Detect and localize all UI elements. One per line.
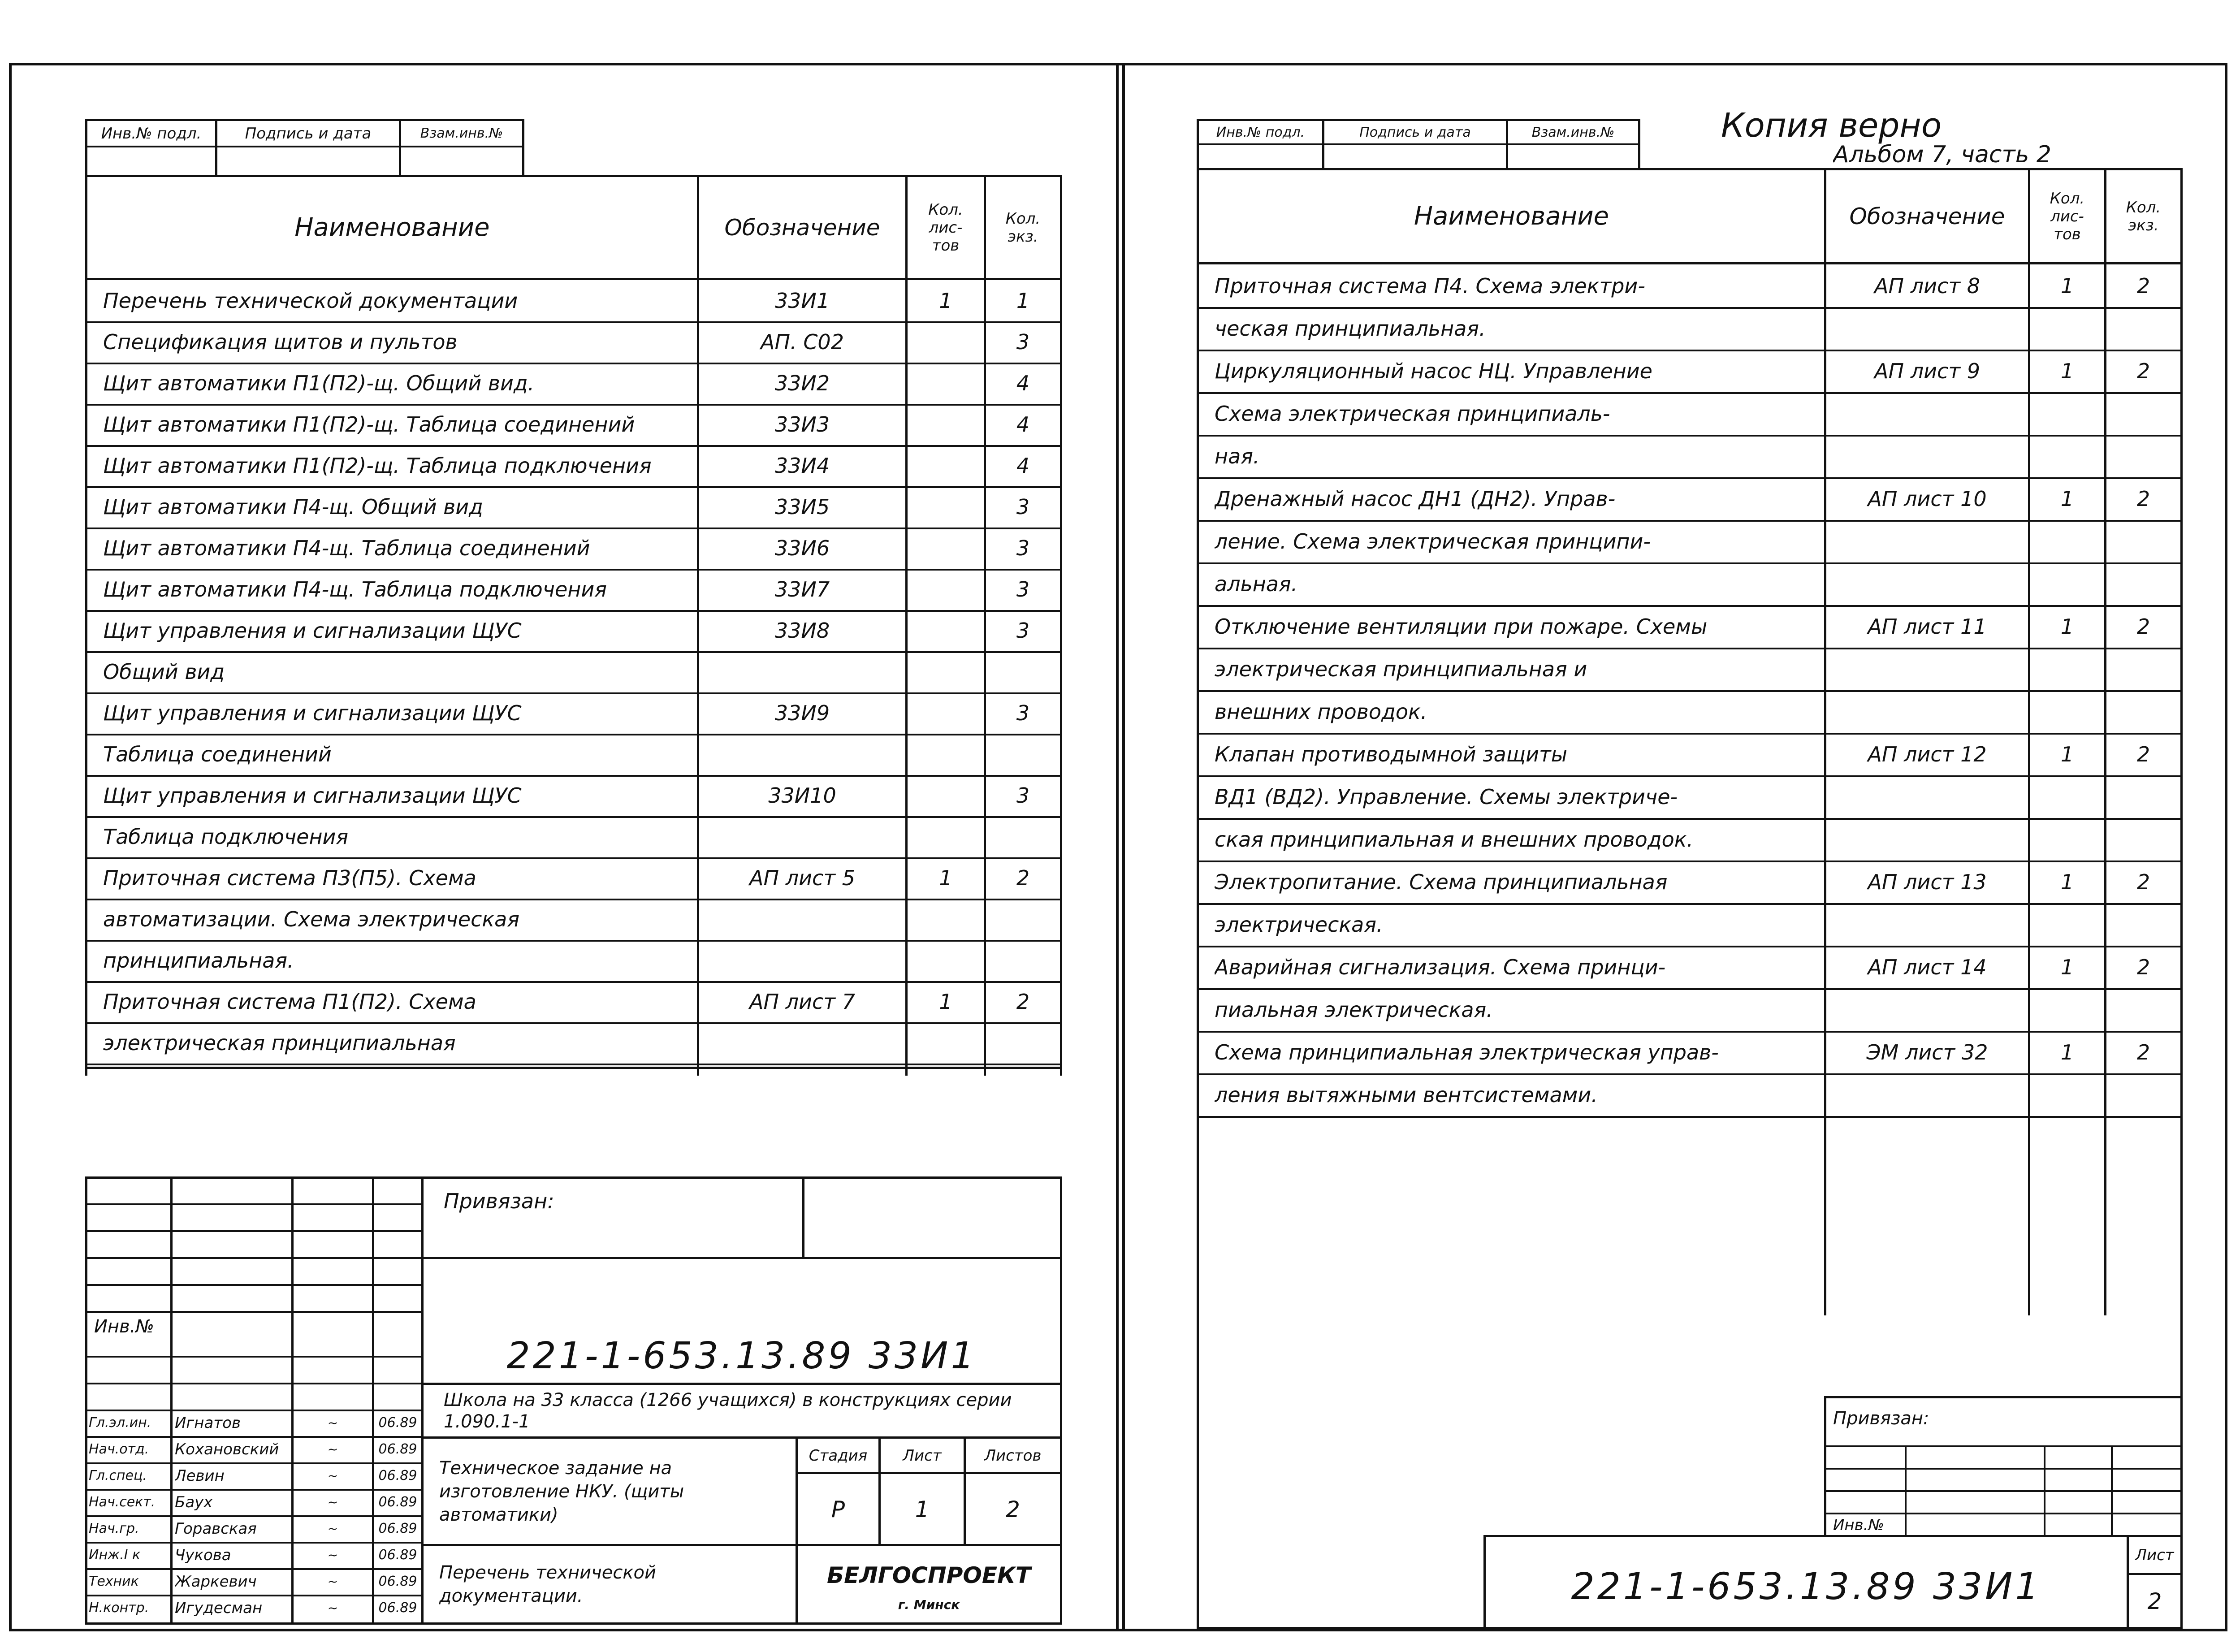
row-sheets	[2030, 520, 2104, 562]
row-code	[1826, 903, 2028, 946]
row-copies: 3	[1016, 577, 1030, 601]
row-name: электрическая принципиальная и	[1215, 657, 1587, 681]
row-name: ления вытяжными вентсистемами.	[1215, 1082, 1598, 1107]
row-copies	[2106, 648, 2180, 690]
project-title: Школа на 33 класса (1266 учащихся) в конструкциях серии 1.090.1-1	[444, 1389, 1012, 1432]
signer-signature: ~	[327, 1600, 338, 1615]
row-sheets	[908, 610, 984, 651]
row-sheets	[2030, 435, 2104, 477]
row-copies: 2	[1016, 866, 1030, 890]
row-code: 33И7	[774, 577, 830, 601]
row-copies	[986, 940, 1060, 981]
signer-role: Инж.I к	[89, 1547, 141, 1563]
row-code: 33И1	[774, 289, 830, 313]
row-code: АП лист 5	[749, 866, 855, 890]
row-code	[699, 816, 905, 857]
sheet-label: Лист	[2135, 1546, 2174, 1564]
left-stamp	[85, 119, 524, 175]
row-code	[699, 734, 905, 775]
row-code	[699, 651, 905, 692]
row-copies	[2106, 690, 2180, 733]
row-copies: 3	[1016, 536, 1030, 560]
row-copies: 2	[2136, 955, 2150, 979]
col-header-code: Обозначение	[724, 214, 880, 241]
signer-date: 06.89	[378, 1494, 417, 1510]
row-sheets: 1	[939, 289, 952, 313]
row-name: ВД1 (ВД2). Управление. Схемы электриче-	[1215, 784, 1678, 809]
row-copies: 4	[1016, 412, 1030, 437]
sheet-header: Лист	[903, 1446, 942, 1465]
signer-signature: ~	[327, 1468, 338, 1483]
row-copies: 2	[2136, 742, 2150, 766]
signer-role: Нач.сект.	[89, 1494, 156, 1510]
row-copies	[986, 816, 1060, 857]
row-sheets	[908, 404, 984, 445]
row-sheets	[2030, 1073, 2104, 1116]
row-copies: 2	[2136, 869, 2150, 894]
row-copies: 3	[1016, 618, 1030, 643]
row-name: Отключение вентиляции при пожаре. Схемы	[1215, 614, 1708, 639]
row-code: 33И5	[774, 495, 830, 519]
doc-title: Техническое задание на изготовление НКУ. (щиты автоматики)	[439, 1457, 684, 1525]
row-sheets	[908, 1022, 984, 1064]
row-name: Щит автоматики П1(П2)-щ. Таблица соединений	[103, 412, 635, 437]
signer-signature: ~	[327, 1495, 338, 1509]
signer-role: Техник	[89, 1574, 139, 1589]
org-name: БЕЛГОСПРОЕКТ	[827, 1562, 1031, 1588]
row-name: автоматизации. Схема электрическая	[103, 907, 520, 931]
row-name: электрическая.	[1215, 912, 1383, 937]
row-code: 33И4	[774, 454, 830, 478]
row-code	[699, 940, 905, 981]
row-copies	[2106, 307, 2180, 350]
sheet-value: 1	[915, 1496, 930, 1522]
row-sheets: 1	[2060, 742, 2074, 766]
doc-code: 221-1-653.13.89 33И1	[1571, 1565, 2041, 1608]
row-code	[699, 1022, 905, 1064]
row-name: принципиальная.	[103, 948, 294, 973]
row-code: ЭМ лист 32	[1866, 1040, 1988, 1064]
row-name: Электропитание. Схема принципиальная	[1215, 869, 1668, 894]
signer-date: 06.89	[378, 1547, 417, 1563]
row-name: Общий вид	[103, 660, 225, 684]
row-sheets	[2030, 775, 2104, 818]
row-name: Приточная система П4. Схема электри-	[1215, 273, 1645, 298]
row-copies	[2106, 903, 2180, 946]
row-code	[1826, 818, 2028, 861]
row-name: Щит управления и сигнализации ЩУС	[103, 783, 522, 808]
row-sheets	[2030, 903, 2104, 946]
row-sheets	[908, 899, 984, 940]
row-code	[699, 899, 905, 940]
org-city: г. Минск	[898, 1597, 960, 1612]
row-sheets: 1	[2060, 869, 2074, 894]
signer-name: Игудесман	[175, 1599, 263, 1617]
row-copies	[2106, 1073, 2180, 1116]
signer-date: 06.89	[378, 1600, 417, 1616]
col-header-copies: Кол. экз.	[1005, 209, 1041, 246]
row-code: 33И2	[774, 371, 830, 395]
doc-code: 221-1-653.13.89 33И1	[506, 1334, 977, 1377]
row-sheets	[908, 692, 984, 734]
stamp-inv-label: Инв.№ подл.	[101, 124, 202, 143]
row-code: АП лист 9	[1874, 359, 1980, 383]
row-code: 33И10	[768, 783, 836, 808]
row-copies	[986, 734, 1060, 775]
row-copies	[2106, 988, 2180, 1031]
col-header-sheets: Кол. лис- тов	[2050, 189, 2085, 243]
stamp-replace-label: Взам.инв.№	[1531, 124, 1615, 140]
row-name: Клапан противодымной защиты	[1215, 742, 1568, 766]
row-name: Щит автоматики П4-щ. Таблица подключения	[103, 577, 607, 601]
row-name: Приточная система П1(П2). Схема	[103, 990, 476, 1014]
row-name: Щит управления и сигнализации ЩУС	[103, 701, 522, 725]
row-sheets	[908, 651, 984, 692]
signer-role: Нач.отд.	[89, 1441, 149, 1457]
row-copies	[2106, 435, 2180, 477]
row-code: АП лист 10	[1868, 486, 1987, 511]
inv-no-label: Инв.№	[94, 1316, 154, 1337]
row-code	[1826, 690, 2028, 733]
signer-signature: ~	[327, 1442, 338, 1457]
row-sheets	[2030, 307, 2104, 350]
left-title-block	[85, 1176, 1062, 1625]
row-sheets	[2030, 562, 2104, 605]
row-copies: 4	[1016, 371, 1030, 395]
signer-name: Жаркевич	[175, 1572, 257, 1591]
row-code	[1826, 307, 2028, 350]
row-copies	[986, 1022, 1060, 1064]
row-code: АП. С02	[761, 330, 844, 354]
signer-date: 06.89	[378, 1521, 417, 1536]
stamp-sign-label: Подпись и дата	[1359, 124, 1471, 140]
signer-signature: ~	[327, 1521, 338, 1536]
row-copies	[2106, 520, 2180, 562]
row-sheets: 1	[2060, 486, 2074, 511]
col-header-code: Обозначение	[1849, 203, 2005, 229]
row-name: Таблица подключения	[103, 825, 349, 849]
row-code	[1826, 520, 2028, 562]
row-sheets	[908, 734, 984, 775]
stage-header: Стадия	[809, 1446, 868, 1465]
row-sheets	[2030, 988, 2104, 1031]
row-code: 33И6	[774, 536, 830, 560]
row-copies	[2106, 392, 2180, 435]
row-code: АП лист 11	[1868, 614, 1987, 639]
row-sheets	[908, 775, 984, 816]
signer-signature: ~	[327, 1415, 338, 1430]
row-code	[1826, 648, 2028, 690]
signer-role: Нач.гр.	[89, 1521, 139, 1536]
row-sheets: 1	[2060, 614, 2074, 639]
row-sheets	[2030, 818, 2104, 861]
row-name: альная.	[1215, 571, 1298, 596]
privyazan-label: Привязан:	[444, 1189, 554, 1213]
row-sheets	[908, 486, 984, 528]
stamp-sign-label: Подпись и дата	[245, 124, 372, 143]
row-sheets	[908, 321, 984, 363]
row-code: АП лист 13	[1868, 869, 1987, 894]
row-sheets: 1	[2060, 359, 2074, 383]
row-name: Дренажный насос ДН1 (ДН2). Управ-	[1215, 486, 1616, 511]
signer-signature: ~	[327, 1548, 338, 1562]
row-copies: 3	[1016, 701, 1030, 725]
signer-name: Горавская	[175, 1519, 257, 1538]
sheets-total-value: 2	[1006, 1496, 1020, 1522]
row-copies: 2	[1016, 990, 1030, 1014]
row-copies: 2	[2136, 273, 2150, 298]
row-copies: 3	[1016, 495, 1030, 519]
sheet-title: Перечень технической документации.	[439, 1562, 656, 1606]
row-copies: 2	[2136, 614, 2150, 639]
row-copies	[2106, 562, 2180, 605]
row-code	[1826, 1073, 2028, 1116]
col-header-sheets: Кол. лис- тов	[928, 200, 963, 255]
row-name: Перечень технической документации	[103, 289, 518, 313]
row-name: Щит автоматики П4-щ. Таблица соединений	[103, 536, 590, 560]
row-name: Схема принципиальная электрическая управ-	[1215, 1040, 1719, 1064]
row-code	[1826, 435, 2028, 477]
right-stamp	[1197, 119, 1640, 168]
row-sheets	[908, 569, 984, 610]
row-name: Таблица соединений	[103, 742, 332, 766]
row-sheets: 1	[2060, 1040, 2074, 1064]
signer-role: Гл.эл.ин.	[89, 1415, 151, 1431]
row-name: ная.	[1215, 444, 1260, 468]
row-code: 33И9	[774, 701, 830, 725]
row-name: внешних проводок.	[1215, 699, 1427, 724]
row-copies	[986, 651, 1060, 692]
row-copies	[986, 899, 1060, 940]
row-sheets	[2030, 690, 2104, 733]
right-title-block	[1197, 1315, 2183, 1629]
col-header-name: Наименование	[294, 213, 490, 242]
row-copies: 2	[2136, 1040, 2150, 1064]
row-copies: 2	[2136, 486, 2150, 511]
col-header-name: Наименование	[1414, 202, 1609, 231]
inv-no-label: Инв.№	[1833, 1516, 1884, 1534]
row-name: Схема электрическая принципиаль-	[1215, 401, 1610, 426]
row-name: Щит управления и сигнализации ЩУС	[103, 618, 522, 643]
signer-signature: ~	[327, 1574, 338, 1589]
row-name: ческая принципиальная.	[1215, 316, 1486, 341]
row-code	[1826, 392, 2028, 435]
col-header-copies: Кол. экз.	[2126, 198, 2161, 234]
row-name: ская принципиальная и внешних проводок.	[1215, 827, 1694, 852]
row-sheets: 1	[2060, 273, 2074, 298]
stamp-inv-label: Инв.№ подл.	[1216, 124, 1305, 140]
row-copies: 1	[1016, 289, 1030, 313]
signer-date: 06.89	[378, 1574, 417, 1589]
row-name: Циркуляционный насос НЦ. Управление	[1215, 359, 1652, 383]
row-name: Приточная система П3(П5). Схема	[103, 866, 476, 890]
copy-note: Копия верно	[1721, 106, 1942, 145]
row-code: 33И3	[774, 412, 830, 437]
row-sheets	[908, 445, 984, 486]
signer-name: Баух	[175, 1493, 213, 1511]
row-code: АП лист 8	[1874, 273, 1980, 298]
row-sheets: 1	[2060, 955, 2074, 979]
signer-date: 06.89	[378, 1415, 417, 1431]
row-sheets: 1	[939, 866, 952, 890]
row-code: АП лист 12	[1868, 742, 1987, 766]
row-code	[1826, 775, 2028, 818]
row-code: АП лист 7	[749, 990, 855, 1014]
row-sheets	[908, 940, 984, 981]
stage-value: Р	[831, 1496, 845, 1522]
row-copies	[2106, 818, 2180, 861]
row-code	[1826, 562, 2028, 605]
row-name: Щит автоматики П1(П2)-щ. Таблица подключения	[103, 454, 652, 478]
left-spec-table	[85, 175, 1062, 1076]
row-code: АП лист 14	[1868, 955, 1987, 979]
row-sheets	[908, 528, 984, 569]
signer-date: 06.89	[378, 1468, 417, 1483]
signer-role: Н.контр.	[89, 1600, 149, 1616]
stamp-replace-label: Взам.инв.№	[420, 125, 503, 141]
row-copies: 3	[1016, 330, 1030, 354]
row-copies	[2106, 775, 2180, 818]
row-name: электрическая принципиальная	[103, 1031, 456, 1055]
row-name: Щит автоматики П1(П2)-щ. Общий вид.	[103, 371, 535, 395]
row-sheets	[908, 816, 984, 857]
row-name: Щит автоматики П4-щ. Общий вид	[103, 495, 483, 519]
row-sheets	[908, 363, 984, 404]
row-name: ление. Схема электрическая принципи-	[1215, 529, 1651, 554]
row-name: пиальная электрическая.	[1215, 997, 1493, 1022]
signer-name: Левин	[175, 1466, 225, 1485]
privyazan-label: Привязан:	[1833, 1408, 1929, 1429]
row-code	[1826, 988, 2028, 1031]
sheets-total-header: Листов	[984, 1446, 1042, 1465]
signer-role: Гл.спец.	[89, 1468, 147, 1483]
row-name: Спецификация щитов и пультов	[103, 330, 458, 354]
row-code: 33И8	[774, 618, 830, 643]
row-copies: 3	[1016, 783, 1030, 808]
row-sheets	[2030, 392, 2104, 435]
signer-name: Кохановский	[175, 1440, 279, 1458]
sheet-number: 2	[2147, 1588, 2162, 1614]
right-spec-table	[1197, 168, 2183, 1315]
row-copies: 2	[2136, 359, 2150, 383]
album-note: Альбом 7, часть 2	[1833, 141, 2051, 168]
row-name: Аварийная сигнализация. Схема принци-	[1215, 955, 1666, 979]
signer-name: Игнатов	[175, 1414, 241, 1432]
signer-date: 06.89	[378, 1441, 417, 1457]
row-sheets: 1	[939, 990, 952, 1014]
row-sheets	[2030, 648, 2104, 690]
signer-name: Чукова	[175, 1546, 231, 1564]
row-copies: 4	[1016, 454, 1030, 478]
